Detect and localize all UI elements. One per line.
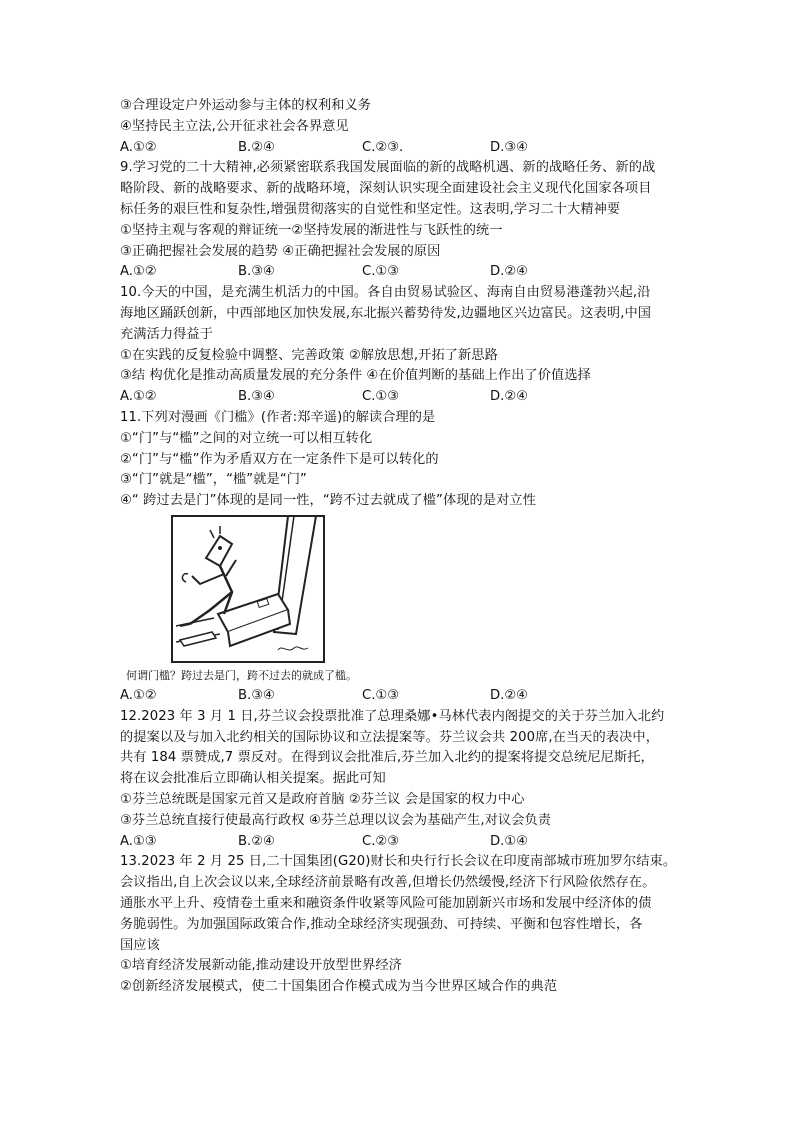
q12-stem-line: 共有 184 票赞成,7 票反对。在得到议会批准后,芬兰加入北约的提案将提交总统尼尼斯托， xyxy=(120,750,654,766)
q11-stem: 11.下列对漫画《门槛》(作者:郑辛遥)的解读合理的是 xyxy=(120,409,436,425)
q11-item-2: ②“门”与“槛”作为矛盾双方在一定条件下是可以转化的 xyxy=(120,451,439,467)
q9-stem-line: 标任务的艰巨性和复杂性,增强贯彻落实的自觉性和坚定性。这表明,学习二十大精神要 xyxy=(120,201,621,217)
q10-stem-line: 10.今天的中国，是充满生机活力的中国。各自由贸易试验区、海南自由贸易港蓬勃兴起,沿 xyxy=(120,285,651,301)
q9-option-b: B.③④ xyxy=(238,264,275,280)
q11-option-a: A.①② xyxy=(120,687,157,703)
cartoon-caption: 何谓门槛？跨过去是门，跨不过去的就成了槛。 xyxy=(126,668,357,682)
cartoon-figure xyxy=(120,514,680,686)
q12-stem-line: 的提案以及与加入北约相关的国际协议和立法提案等。芬兰议会共 200席,在当天的表决中， xyxy=(120,729,659,745)
q10-option-d: D.②④ xyxy=(490,389,528,405)
q9-stem-line: 9.学习党的二十大精神,必须紧密联系我国发展面临的新的战略机遇、新的战略任务、新的战 xyxy=(120,160,656,176)
q10-option-b: B.③④ xyxy=(238,389,275,405)
q8-option-a: A.①② xyxy=(120,139,157,155)
q9-items-3-4: ③正确把握社会发展的趋势 ④正确把握社会发展的原因 xyxy=(120,243,441,259)
q8-item-3: ③合理设定户外运动参与主体的权利和义务 xyxy=(120,98,372,113)
q10-option-c: C.①③ xyxy=(362,389,400,405)
q13-stem-line: 务脆弱性。为加强国际政策合作,推动全球经济实现强劲、可持续、平衡和包容性增长，各 xyxy=(120,916,643,932)
q13-stem-line: 国应该 xyxy=(120,937,160,953)
q11-option-d: D.②④ xyxy=(490,687,528,703)
document-page xyxy=(120,96,680,998)
q12-option-d: D.①④ xyxy=(490,833,528,849)
q9-options xyxy=(120,262,680,283)
q11-item-1: ①“门”与“槛”之间的对立统一可以相互转化 xyxy=(120,430,373,446)
q12-stem-line: 12.2023 年 3 月 1 日,芬兰议会投票批准了总理桑娜•马林代表内阁提交的关于芬兰加入北约 xyxy=(120,708,665,724)
q13-item-2: ②创新经济发展模式，使二十国集团合作模式成为当今世界区域合作的典范 xyxy=(120,979,558,995)
q13-stem-line: 会议指出,自上次会议以来,全球经济前景略有改善,但增长仍然缓慢,经济下行风险依然存在。 xyxy=(120,875,656,891)
q12-items-3-4: ③芬兰总统直接行使最高行政权 ④芬兰总理以议会为基础产生,对议会负责 xyxy=(120,812,552,828)
q10-items-1-2: ①在实践的反复检验中调整、完善政策 ②解放思想,开拓了新思路 xyxy=(120,347,498,363)
q12-option-b: B.②④ xyxy=(238,833,275,849)
threshold-cartoon-image xyxy=(170,514,326,664)
q8-option-b: B.②④ xyxy=(238,139,275,155)
q8-option-d: D.③④ xyxy=(490,139,528,155)
q12-stem-line: 将在议会批准后立即确认相关提案。据此可知 xyxy=(120,771,386,787)
q11-option-b: B.③④ xyxy=(238,687,275,703)
q10-items-3-4: ③结 构优化是推动高质量发展的充分条件 ④在价值判断的基础上作出了价值选择 xyxy=(120,368,591,384)
q9-stem-line: 略阶段、新的战略要求、新的战略环境，深刻认识实现全面建设社会主义现代化国家各项目 xyxy=(120,181,652,197)
q9-items-1-2: ①坚持主观与客观的辩证统一②坚持发展的渐进性与飞跃性的统一 xyxy=(120,222,503,238)
q12-option-a: A.①③ xyxy=(120,833,157,849)
q10-stem-line: 海地区踊跃创新，中西部地区加快发展,东北振兴蓄势待发,边疆地区兴边富民。这表明,中国 xyxy=(120,305,652,321)
q13-stem-line: 13.2023 年 2 月 25 日,二十国集团(G20)财长和央行行长会议在印度南部城市班加罗尔结束。 xyxy=(120,854,677,870)
q9-option-d: D.②④ xyxy=(490,264,528,280)
q13-stem-line: 通胀水平上升、疫情卷土重来和融资条件收紧等风险可能加剧新兴市场和发展中经济体的债 xyxy=(120,895,652,911)
q10-option-a: A.①② xyxy=(120,389,157,405)
q12-items-1-2: ①芬兰总统既是国家元首又是政府首脑 ②芬兰议 会是国家的权力中心 xyxy=(120,791,525,807)
q8-options xyxy=(120,138,680,159)
q9-option-c: C.①③ xyxy=(362,264,400,280)
q12-option-c: C.②③ xyxy=(362,833,400,849)
q9-option-a: A.①② xyxy=(120,264,157,280)
q11-option-c: C.①③ xyxy=(362,687,400,703)
q12-options xyxy=(120,832,680,853)
q11-options xyxy=(120,686,680,707)
q11-item-4: ④“ 跨过去是门”体现的是同一性，“跨不过去就成了槛”体现的是对立性 xyxy=(120,493,536,509)
q8-item-4: ④坚持民主立法,公开征求社会各界意见 xyxy=(120,118,349,134)
q10-options xyxy=(120,387,680,408)
q8-option-c: C.②③. xyxy=(362,139,404,155)
q10-stem-line: 充满活力得益于 xyxy=(120,326,214,342)
q11-item-3: ③“门”就是“槛”，“槛”就是“门” xyxy=(120,472,307,488)
q13-item-1: ①培育经济发展新动能,推动建设开放型世界经济 xyxy=(120,958,402,974)
